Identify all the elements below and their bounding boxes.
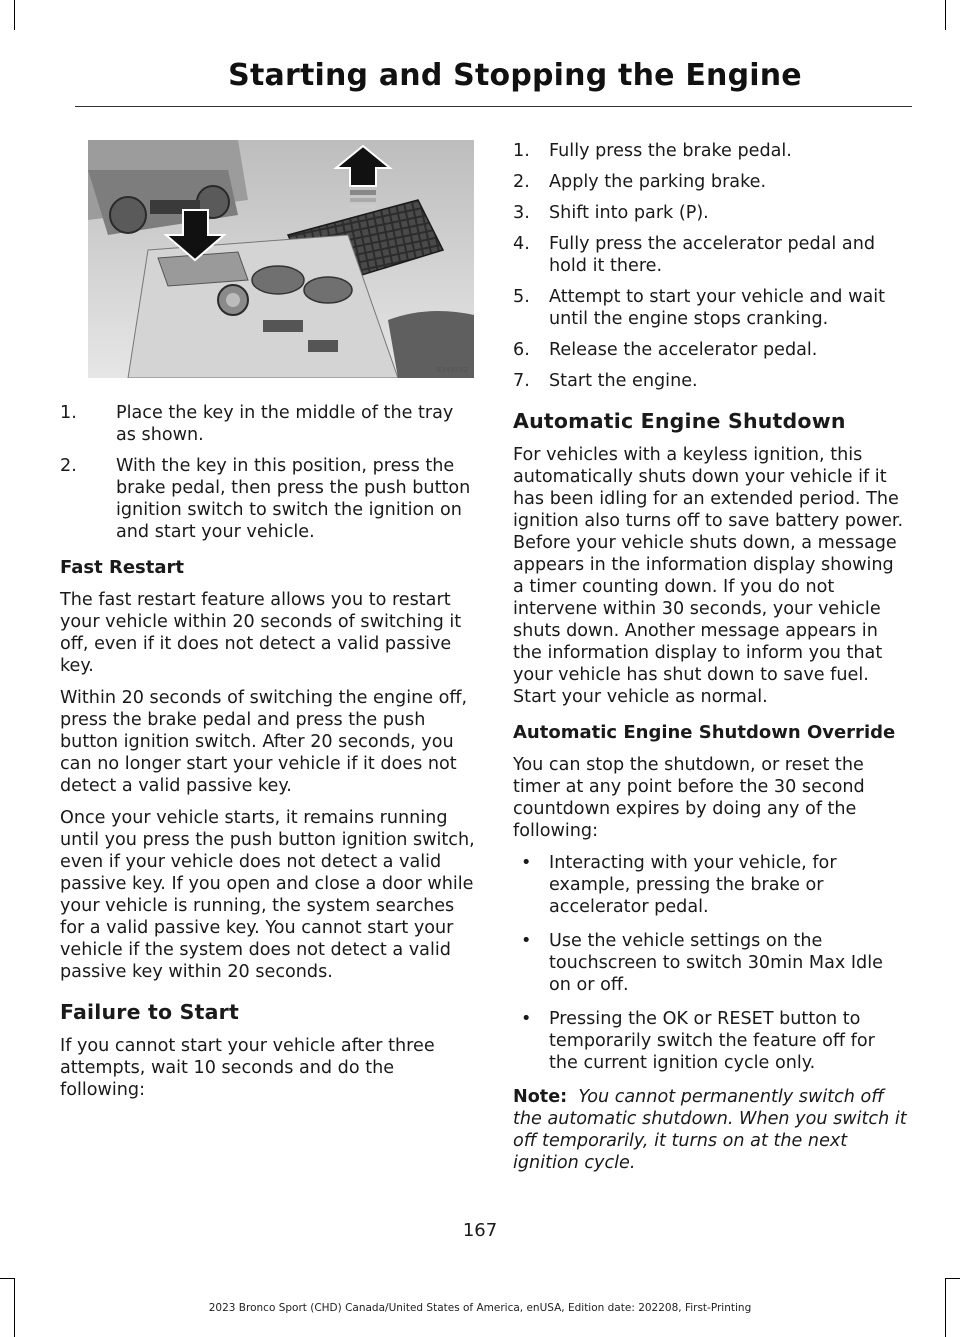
step-number: 5. <box>513 287 530 307</box>
bullet-text: Use the vehicle settings on the touchscreen to switch 30min Max Idle on or off. <box>549 931 883 995</box>
right-column <box>513 140 908 1184</box>
list-item <box>513 1008 908 1074</box>
page-number: 167 <box>462 1220 498 1241</box>
list-item <box>513 930 908 996</box>
step-text: Fully press the brake pedal. <box>549 141 792 161</box>
bullet-symbol: • <box>521 931 532 951</box>
step-number: 2. <box>513 172 530 192</box>
failure-steps <box>513 140 908 392</box>
note-text: You cannot permanently switch off the automatic shutdown. When you switch it off temporarily, it turns on at the next ignition cycle. <box>513 1087 907 1173</box>
bullet-symbol: • <box>521 853 532 873</box>
list-item <box>513 233 908 277</box>
header-rule <box>75 106 912 107</box>
list-item <box>60 455 475 543</box>
list-item <box>60 402 475 446</box>
step-number: 4. <box>513 234 530 254</box>
paragraph: The fast restart feature allows you to restart your vehicle within 20 seconds of switching it off, even if it does not detect a valid passive key. <box>60 590 462 676</box>
step-text: Place the key in the middle of the tray as shown. <box>116 403 454 445</box>
section-heading-failure-to-start: Failure to Start <box>60 1000 239 1024</box>
list-item <box>513 370 908 392</box>
paragraph: For vehicles with a keyless ignition, this automatically shuts down your vehicle if it has been idling for an extended period. The ignition also turns off to save battery power. Before your vehicle shuts down, a message appears in the information display showing a timer counting down. If you do not intervene within 30 seconds, your vehicle shuts down. Another message appears in the information display to inform you that your vehicle has shut down to save fuel. Start your vehicle as normal. <box>513 445 904 707</box>
step-text: Shift into park (P). <box>549 203 709 223</box>
paragraph: Within 20 seconds of switching the engine off, press the brake pedal and press the push button ignition switch. After 20 seconds, you can no longer start your vehicle if it does not detect a valid passive key. <box>60 688 468 796</box>
center-console-illustration <box>88 140 474 378</box>
page-header-title: Starting and Stopping the Engine <box>228 58 802 93</box>
note-label: Note: <box>513 1087 568 1107</box>
bullet-text: Pressing the OK or RESET button to temporarily switch the feature off for the current ignition cycle only. <box>549 1009 875 1073</box>
paragraph: Once your vehicle starts, it remains running until you press the push button ignition switch, even if your vehicle does not detect a valid passive key. If you open and close a door while your vehicle is running, the system searches for a valid passive key. You cannot start your vehicle if the system does not detect a valid passive key within 20 seconds. <box>60 808 475 982</box>
step-number: 7. <box>513 371 530 391</box>
list-item <box>513 339 908 361</box>
step-text: Start the engine. <box>549 371 698 391</box>
list-item <box>513 171 908 193</box>
crop-mark <box>14 0 15 30</box>
step-text: Release the accelerator pedal. <box>549 340 818 360</box>
crop-mark <box>945 0 946 30</box>
note <box>513 1086 908 1174</box>
step-text: Attempt to start your vehicle and wait until the engine stops cranking. <box>549 287 886 329</box>
figure-label: E344542 <box>436 366 468 374</box>
list-item <box>513 140 908 162</box>
step-number: 3. <box>513 203 530 223</box>
step-number: 1. <box>513 141 530 161</box>
step-text: Apply the parking brake. <box>549 172 767 192</box>
section-heading-fast-restart: Fast Restart <box>60 557 184 578</box>
console-drawing <box>88 140 474 378</box>
list-item <box>513 852 908 918</box>
step-number: 1. <box>60 403 77 423</box>
step-text: Fully press the accelerator pedal and hold it there. <box>549 234 876 276</box>
override-options <box>513 852 908 1074</box>
section-heading-automatic-shutdown: Automatic Engine Shutdown <box>513 409 846 433</box>
paragraph: If you cannot start your vehicle after three attempts, wait 10 seconds and do the following: <box>60 1036 435 1100</box>
step-number: 6. <box>513 340 530 360</box>
bullet-text: Interacting with your vehicle, for example, pressing the brake or accelerator pedal. <box>549 853 837 917</box>
list-item <box>513 202 908 224</box>
paragraph: You can stop the shutdown, or reset the timer at any point before the 30 second countdown expires by doing any of the following: <box>513 755 865 841</box>
crop-mark <box>946 1278 960 1279</box>
footer-edition-info: 2023 Bronco Sport (CHD) Canada/United States of America, enUSA, Edition date: 202208, First-Printing <box>208 1302 752 1314</box>
left-column <box>60 140 475 1111</box>
step-number: 2. <box>60 456 77 476</box>
start-key-steps <box>60 402 475 543</box>
step-text: With the key in this position, press the brake pedal, then press the push button ignition switch to switch the ignition on and start your vehicle. <box>116 456 471 542</box>
section-heading-shutdown-override: Automatic Engine Shutdown Override <box>513 722 896 743</box>
crop-mark <box>0 1278 14 1279</box>
list-item <box>513 286 908 330</box>
bullet-symbol: • <box>521 1009 532 1029</box>
